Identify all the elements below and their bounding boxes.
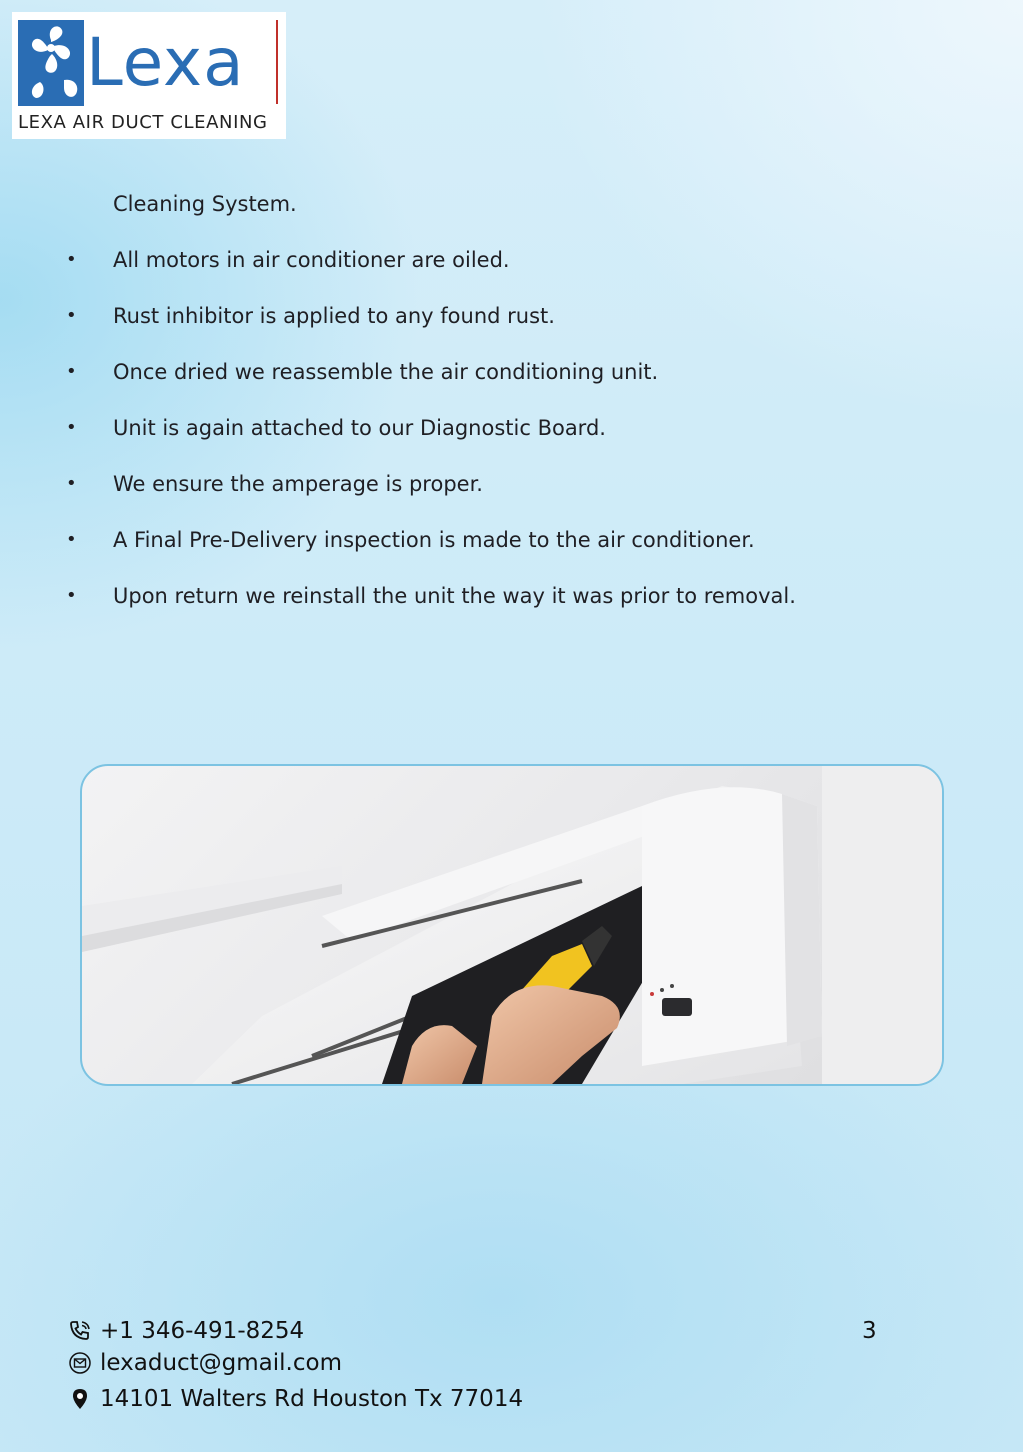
- logo-divider: [276, 20, 278, 104]
- phone-number: +1 346-491-8254: [100, 1318, 305, 1344]
- list-item: [0, 302, 950, 332]
- bullet-icon: •: [66, 361, 77, 382]
- list-item-text: All motors in air conditioner are oiled.: [113, 248, 510, 272]
- list-item: [0, 414, 950, 444]
- bullet-icon: •: [66, 249, 77, 270]
- phone-icon: [68, 1319, 92, 1343]
- logo-wordmark: Lexa: [86, 24, 245, 101]
- ac-service-photo: [80, 764, 944, 1086]
- list-item-text: Once dried we reassemble the air conditioning unit.: [113, 360, 659, 384]
- email-line: [68, 1348, 342, 1378]
- list-item-text: We ensure the amperage is proper.: [113, 472, 483, 496]
- list-item-text: Unit is again attached to our Diagnostic Board.: [113, 416, 606, 440]
- ac-repair-illustration: [82, 766, 942, 1084]
- email-address: lexaduct@gmail.com: [100, 1350, 342, 1376]
- street-address: 14101 Walters Rd Houston Tx 77014: [100, 1386, 524, 1412]
- bullet-icon: •: [66, 305, 77, 326]
- continued-text: Cleaning System.: [113, 192, 297, 216]
- address-line: [68, 1384, 523, 1414]
- phone-line: [68, 1316, 304, 1346]
- list-item: [0, 526, 950, 556]
- list-item: [0, 246, 950, 276]
- list-item: [0, 470, 950, 500]
- company-logo: [12, 12, 286, 139]
- list-item: [0, 582, 950, 612]
- list-item: [0, 358, 950, 388]
- bullet-icon: •: [66, 585, 77, 606]
- list-item-text: A Final Pre-Delivery inspection is made to the air conditioner.: [113, 528, 755, 552]
- bullet-icon: •: [66, 473, 77, 494]
- logo-tagline: LEXA AIR DUCT CLEANING: [18, 112, 268, 133]
- fan-logo-icon: [18, 20, 84, 106]
- list-item-text: Rust inhibitor is applied to any found rust.: [113, 304, 555, 328]
- mail-icon: [68, 1351, 92, 1375]
- bullet-icon: •: [66, 529, 77, 550]
- bullet-icon: •: [66, 417, 77, 438]
- location-pin-icon: [68, 1387, 92, 1411]
- page-number: 3: [862, 1318, 877, 1344]
- list-item-text: Upon return we reinstall the unit the way it was prior to removal.: [113, 584, 796, 608]
